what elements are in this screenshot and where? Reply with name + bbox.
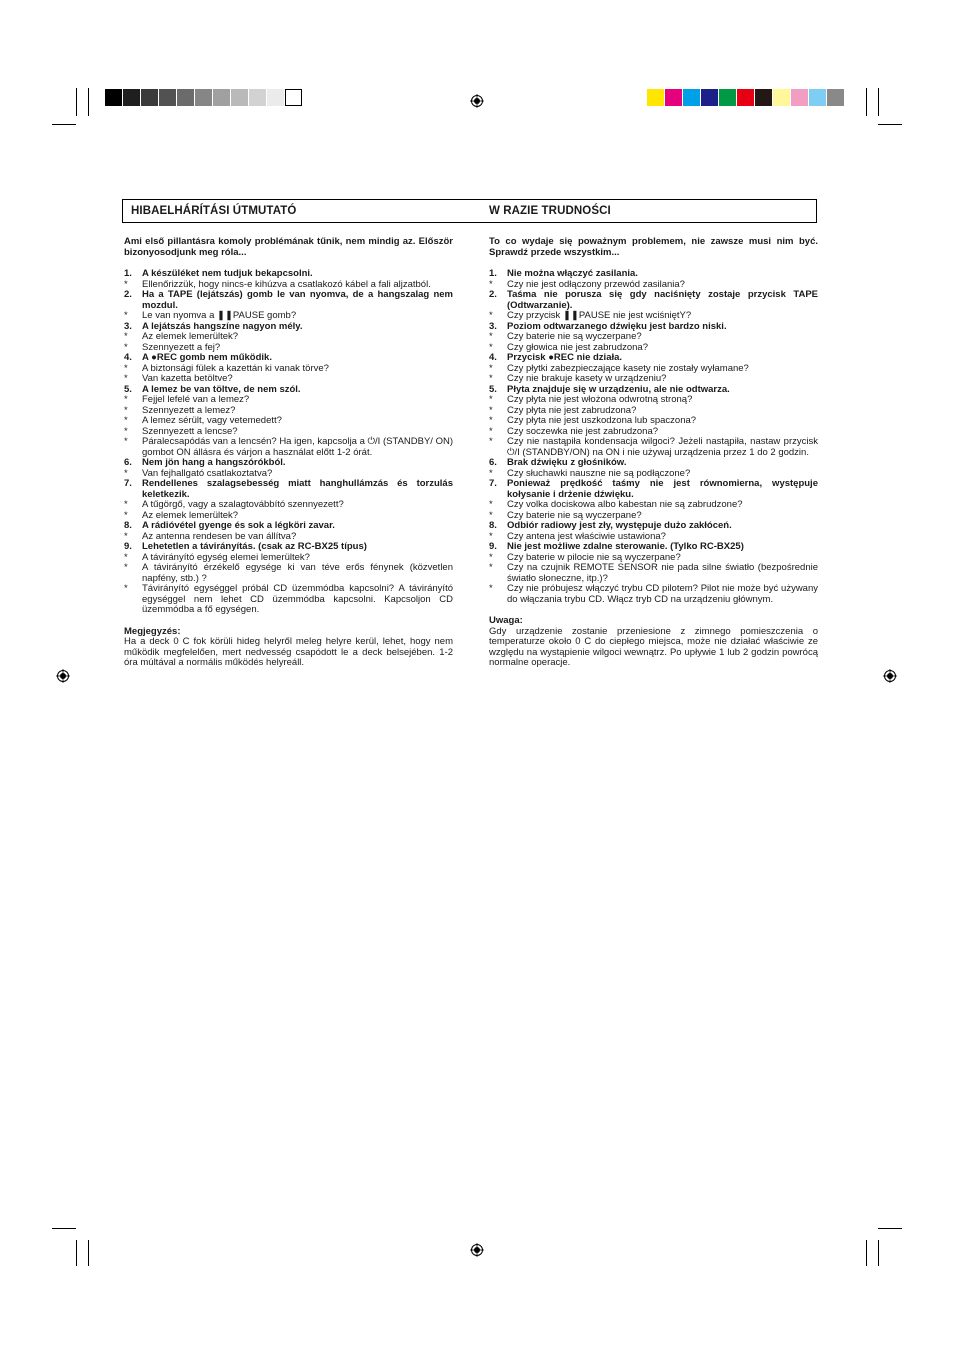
item-marker: * [124,530,128,542]
troubleshooting-list [124,269,453,616]
item-text: Czy nie jest odłączony przewód zasilania? [507,278,685,290]
item-marker: * [124,362,128,374]
item-text: Taśma nie porusza się gdy naciśnięty zostaje przycisk TAPE (Odtwarzanie). [507,289,818,311]
process-color-bar [647,89,845,106]
crop-mark [76,1240,77,1266]
item-marker: 8. [489,520,497,531]
item-text: Szennyezett a fej? [142,341,221,353]
color-swatch [105,89,122,106]
item-text: Szennyezett a lemez? [142,404,236,416]
item-marker: 2. [124,289,132,300]
crop-mark [52,124,76,125]
crop-mark [878,1240,879,1266]
color-swatch [683,89,700,106]
item-text: Czy volka dociskowa albo kabestan nie są zabrudzone? [507,499,743,510]
note-title: Megjegyzés: [124,625,181,637]
color-swatch [213,89,230,106]
item-marker: * [489,415,493,426]
item-text: Az elemek lemerültek? [142,509,239,521]
color-swatch [737,89,754,106]
column-hungarian [124,237,453,669]
note-body: Ha a deck 0 C fok körüli hideg helyről meleg helyre kerül, lehet, hogy nem működik megfelelően, mert nedvesség csapódott le a deck belsejében. 1-2 óra múltával a normális működés helyreáll. [124,636,453,668]
item-text: Płyta znajduje się w urządzeniu, ale nie odtwarza. [507,383,730,395]
intro-text: To co wydaje się poważnym problemem, nie zawsze musi nim być. Sprawdź przede wszystkim... [489,236,818,258]
crop-mark [52,1228,76,1229]
check-item [489,584,818,605]
item-marker: 4. [489,352,497,363]
item-marker: 1. [124,268,132,279]
item-marker: * [124,415,128,426]
problem-item [124,290,453,311]
check-item [124,563,453,584]
item-text: A távirányító egység elemei lemerültek? [142,551,310,563]
item-marker: * [489,404,493,416]
crop-mark [866,88,867,116]
item-marker: * [489,331,493,342]
crop-mark [866,1240,867,1266]
item-marker: * [489,562,493,573]
item-marker: 8. [124,520,132,531]
item-text: A biztonsági fülek a kazettán ki vanak törve? [142,362,329,374]
item-text: A lejátszás hangszíne nagyon mély. [142,320,303,332]
note-title: Uwaga: [489,615,523,626]
item-text: Czy płyta nie jest uszkodzona lub spaczona? [507,415,697,426]
item-text: A ●REC gomb nem működik. [142,352,272,363]
item-marker: * [489,341,493,353]
item-text: A távirányító érzékelő egysége ki van téve erős fénynek (közvetlen napfény, stb.) ? [142,562,453,584]
item-text: Przycisk ●REC nie działa. [507,352,623,363]
color-swatch [809,89,826,106]
item-marker: * [124,331,128,342]
color-swatch [141,89,158,106]
item-text: A készüléket nem tudjuk bekapcsolni. [142,268,313,279]
item-marker: * [489,530,493,542]
item-marker: * [489,436,493,447]
color-swatch [285,89,302,106]
item-marker: * [489,362,493,374]
item-text: Odbiór radiowy jest zły, występuje dużo zakłóceń. [507,520,732,531]
item-marker: * [124,394,128,405]
item-marker: * [124,551,128,563]
item-text: A lemez sérült, vagy vetemedett? [142,415,282,426]
item-marker: * [489,551,493,563]
item-marker: * [489,278,493,290]
color-swatch [123,89,140,106]
item-text: Czy nie próbujesz włączyć trybu CD pilotem? Pilot nie może być używany do włączania trybu CD. Włącz tryb CD na urządzeniu głównym. [507,583,818,605]
problem-item [489,290,818,311]
check-item [489,437,818,458]
crop-mark [878,124,902,125]
item-text: Az elemek lemerültek? [142,331,239,342]
grayscale-color-bar [105,89,303,106]
color-swatch [177,89,194,106]
item-marker: 7. [124,478,132,489]
registration-mark-icon [470,94,484,108]
item-marker: * [489,583,493,594]
item-marker: * [124,404,128,416]
color-swatch [231,89,248,106]
note-body: Gdy urządzenie zostanie przeniesione z zimnego pomieszczenia o temperaturze około 0 C do ciepłego miejsca, może nie działać właściwie ze względu na wystąpienie wilgoci wewnątrz. Po upływie 1 lub 2 godzin powrócą normalne operacje. [489,625,818,668]
item-text: Czy nie nastąpiła kondensacja wilgoci? Jeżeli nastąpiła, nastaw przycisk ⏻/I (STANDBY/ON) na ON i nie używaj urządzenia przez 1 do 2 godzin. [507,436,818,458]
item-text: Nie można włączyć zasilania. [507,268,638,279]
item-text: Czy głowica nie jest zabrudzona? [507,341,648,353]
item-text: Czy soczewka nie jest zabrudzona? [507,425,659,437]
item-marker: 9. [124,541,132,552]
item-text: A lemez be van töltve, de nem szól. [142,383,301,395]
color-swatch [195,89,212,106]
problem-item [489,479,818,500]
item-marker: * [124,467,128,479]
registration-mark-icon [56,669,70,683]
item-marker: 4. [124,352,132,363]
item-text: Van fejhallgató csatlakoztatva? [142,467,273,479]
item-marker: * [489,425,493,437]
item-marker: * [124,278,128,290]
item-marker: 5. [124,383,132,395]
troubleshooting-list [489,269,818,605]
item-text: Brak dźwięku z głośników. [507,457,627,468]
item-text: Czy baterie w pilocie nie są wyczerpane? [507,551,681,563]
item-text: Czy na czujnik REMOTE SENSOR nie pada silne światło (bezpośrednie światło słoneczne, itp.)? [507,562,818,584]
color-swatch [249,89,266,106]
color-swatch [647,89,664,106]
heading-polish: W RAZIE TRUDNOŚCI [489,205,611,217]
item-text: Czy antena jest właściwie ustawiona? [507,530,666,542]
item-marker: * [124,425,128,437]
item-marker: 6. [124,457,132,468]
item-marker: * [489,499,493,510]
registration-mark-icon [470,1243,484,1257]
item-marker: * [124,509,128,521]
item-text: Czy nie brakuje kasety w urządzeniu? [507,373,667,384]
heading-hungarian: HIBAELHÁRÍTÁSI ÚTMUTATÓ [131,205,297,217]
crop-mark [878,88,879,116]
problem-item [124,479,453,500]
item-text: Czy baterie nie są wyczerpane? [507,509,642,521]
item-text: A tűgörgő, vagy a szalagtovábbító szennyezett? [142,499,344,510]
color-swatch [755,89,772,106]
color-swatch [773,89,790,106]
item-marker: * [124,310,128,321]
item-text: Poziom odtwarzanego dźwięku jest bardzo niski. [507,320,727,332]
item-text: Ellenőrizzük, hogy nincs-e kihúzva a csatlakozó kábel a fali aljzatból. [142,278,431,290]
crop-mark [878,1228,902,1229]
item-text: Nie jest możliwe zdalne sterowanie. (Tylko RC-BX25) [507,541,744,552]
item-text: Ha a TAPE (lejátszás) gomb le van nyomva, de a hangszalag nem mozdul. [142,289,453,311]
section-heading-box [122,199,817,223]
check-item [124,437,453,458]
crop-mark [88,1240,89,1266]
item-marker: 3. [489,320,497,332]
registration-mark-icon [883,669,897,683]
item-marker: * [124,562,128,573]
color-swatch [701,89,718,106]
item-text: Fejjel lefelé van a lemez? [142,394,250,405]
crop-mark [76,88,77,116]
item-marker: * [124,373,128,384]
item-text: Czy baterie nie są wyczerpane? [507,331,642,342]
item-text: Az antenna rendesen be van állítva? [142,530,297,542]
color-swatch [267,89,284,106]
item-text: Lehetetlen a távirányítás. (csak az RC-BX25 típus) [142,541,367,552]
item-marker: * [124,341,128,353]
item-text: Rendellenes szalagsebesség miatt hanghullámzás és torzulás keletkezik. [142,478,453,500]
item-marker: * [124,583,128,594]
item-marker: 6. [489,457,497,468]
item-marker: * [489,373,493,384]
item-marker: 5. [489,383,497,395]
item-text: Czy płytki zabezpieczające kasety nie zostały wyłamane? [507,362,749,374]
item-text: Szennyezett a lencse? [142,425,238,437]
item-marker: 1. [489,268,497,279]
item-marker: * [489,310,493,321]
color-swatch [827,89,844,106]
item-text: Czy płyta nie jest włożona odwrotną stroną? [507,394,693,405]
item-text: Van kazetta betöltve? [142,373,233,384]
item-marker: * [489,394,493,405]
item-marker: * [124,436,128,447]
item-text: Távirányító egységgel próbál CD üzemmódba kapcsolni? A távirányító egységgel nem lehet CD üzemmódba kapcsolni. Kapcsoljon CD üzemmódba a fő egységen. [142,583,453,615]
color-swatch [791,89,808,106]
item-text: Czy słuchawki nauszne nie są podłączone? [507,467,691,479]
item-marker: * [489,467,493,479]
item-text: A rádióvétel gyenge és sok a légköri zavar. [142,520,335,531]
check-item [489,563,818,584]
column-polish [489,237,818,669]
item-text: Le van nyomva a ❚❚PAUSE gomb? [142,310,297,321]
item-marker: 2. [489,289,497,300]
item-marker: * [124,499,128,510]
color-swatch [159,89,176,106]
item-text: Nem jön hang a hangszórókból. [142,457,286,468]
crop-mark [88,88,89,116]
item-text: Czy przycisk ❚❚PAUSE nie jest wciśniętY? [507,310,692,321]
item-text: Czy płyta nie jest zabrudzona? [507,404,637,416]
item-text: Ponieważ prędkość taśmy nie jest równomierna, występuje kołysanie i drżenie dźwięku. [507,478,818,500]
item-marker: 3. [124,320,132,332]
item-marker: * [489,509,493,521]
item-marker: 9. [489,541,497,552]
item-marker: 7. [489,478,497,489]
check-item [124,584,453,616]
color-swatch [719,89,736,106]
color-swatch [665,89,682,106]
item-text: Páralecsapódás van a lencsén? Ha igen, kapcsolja a ⏻/I (STANDBY/ ON) gombot ON állásra és várjon a használat előtt 1-2 órát. [142,436,453,458]
intro-text: Ami első pillantásra komoly problémának tűnik, nem mindig az. Először bizonyosodjunk meg róla... [124,236,453,258]
